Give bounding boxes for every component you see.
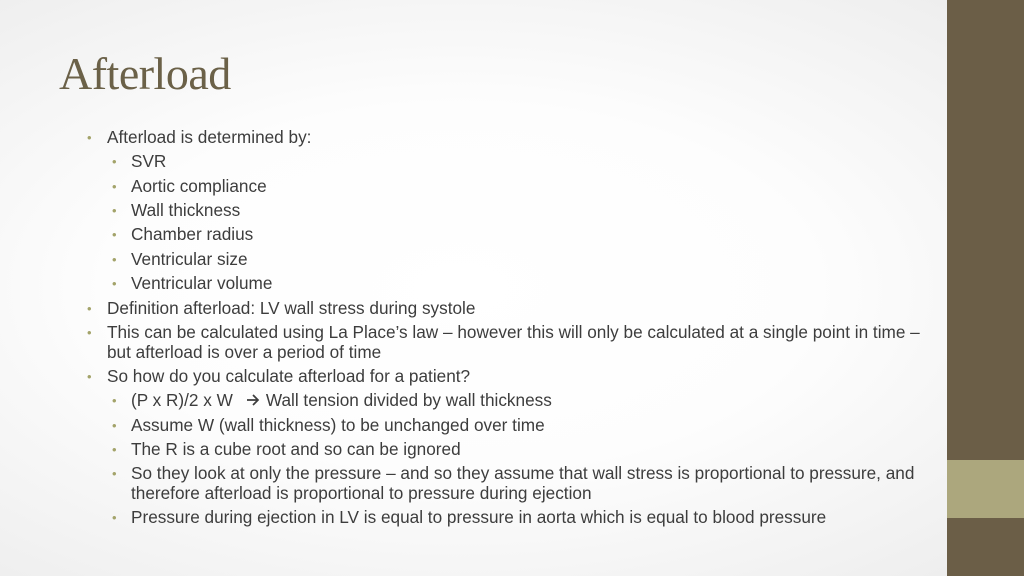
sidebar-dark-band xyxy=(947,0,1024,460)
bullet-text: Chamber radius xyxy=(131,224,254,245)
bullet-text: The R is a cube root and so can be ignored xyxy=(131,439,461,460)
sub-bullet-item xyxy=(87,152,947,172)
bullet-dot-icon: • xyxy=(112,510,117,526)
bullet-text: Assume W (wall thickness) to be unchanged over time xyxy=(131,414,545,435)
sidebar-accent-band xyxy=(947,460,1024,518)
bullet-dot-icon: • xyxy=(112,202,117,218)
slide-title: Afterload xyxy=(59,48,231,99)
bullet-text: So they look at only the pressure – and so they assume that wall stress is proportional to pressure, and therefore afterload is proportional to pressure during ejection xyxy=(131,463,915,504)
bullet-dot-icon: • xyxy=(87,129,92,145)
sub-bullet-item xyxy=(87,464,947,503)
slide-content xyxy=(87,123,947,528)
sub-bullet-item xyxy=(87,274,947,294)
sub-bullet-item xyxy=(87,225,947,245)
bullet-dot-icon: • xyxy=(112,178,117,194)
bullet-dot-icon: • xyxy=(112,227,117,243)
sidebar-dark-band-bottom xyxy=(947,518,1024,576)
bullet-list xyxy=(87,128,947,528)
sub-bullet-item xyxy=(87,177,947,197)
bullet-dot-icon: • xyxy=(112,466,117,482)
sub-bullet-item xyxy=(87,250,947,270)
bullet-text: (P x R)/2 x W xyxy=(131,390,233,411)
bullet-text-after-arrow: Wall tension divided by wall thickness xyxy=(265,390,552,411)
bullet-text: Pressure during ejection in LV is equal to pressure in aorta which is equal to blood pressure xyxy=(131,507,827,528)
bullet-dot-icon: • xyxy=(112,154,117,170)
bullet-dot-icon: • xyxy=(112,276,117,292)
bullet-text: So how do you calculate afterload for a patient? xyxy=(107,365,471,386)
bullet-dot-icon: • xyxy=(112,393,117,409)
bullet-dot-icon: • xyxy=(87,300,92,316)
bullet-dot-icon: • xyxy=(112,417,117,433)
bullet-item xyxy=(87,367,947,387)
bullet-text: Ventricular volume xyxy=(131,273,273,294)
bullet-item xyxy=(87,128,947,148)
bullet-dot-icon: • xyxy=(112,251,117,267)
bullet-text: Definition afterload: LV wall stress during systole xyxy=(107,297,476,318)
bullet-text: SVR xyxy=(131,151,167,172)
sub-bullet-item xyxy=(87,391,947,411)
bullet-item xyxy=(87,323,947,362)
bullet-text: Wall thickness xyxy=(131,199,241,220)
right-arrow-icon xyxy=(247,391,260,411)
bullet-text: Aortic compliance xyxy=(131,175,267,196)
sub-bullet-item xyxy=(87,508,947,528)
sub-bullet-item xyxy=(87,416,947,436)
bullet-dot-icon: • xyxy=(87,368,92,384)
bullet-dot-icon: • xyxy=(87,324,92,340)
sub-bullet-item xyxy=(87,440,947,460)
bullet-text: Ventricular size xyxy=(131,248,248,269)
bullet-text: This can be calculated using La Place’s law – however this will only be calculated at a single point in time – but afterload is over a period of time xyxy=(107,321,920,362)
decorative-sidebar xyxy=(947,0,1024,576)
bullet-text: Afterload is determined by: xyxy=(107,126,312,147)
bullet-item xyxy=(87,299,947,319)
sub-bullet-item xyxy=(87,201,947,221)
bullet-dot-icon: • xyxy=(112,442,117,458)
